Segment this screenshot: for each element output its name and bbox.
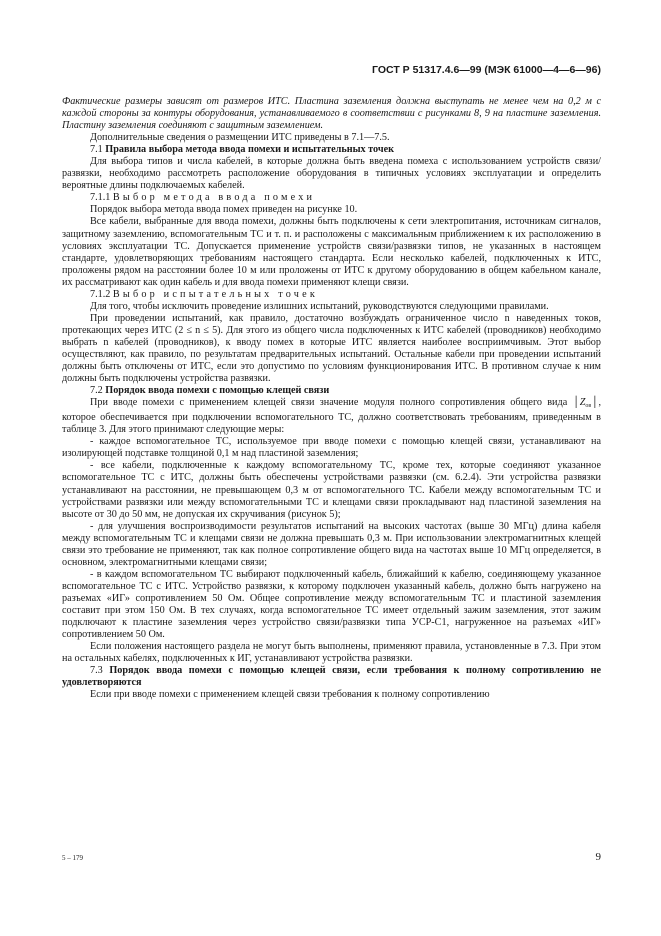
paragraph: При проведении испытаний, как правило, достаточно возбуждать ограниченное число n наведенных токов, протекающих через ИТС (2 ≤ n ≤ 5). Для этого из общего числа подключенных к ИТС кабелей (проводников) необходимо выбрать n кабелей (проводников), к вводу помех в которые ИТС является наиболее восприимчивым. Этот выбор осуществляют, как правило, по результатам предварительных испытаний. Остальные кабели при проведении испытаний должны быть отключены от ИТС, если это допустимо по условиям функционирования ИТС. В противном случае к ним должны быть подключены устройства развязки. bbox=[62, 312, 601, 385]
section-number: 7.1 bbox=[90, 144, 103, 156]
section-heading bbox=[62, 385, 601, 397]
list-item: - в каждом вспомогательном ТС выбирают подключенный кабель, ближайший к кабелю, соединяющему указанное вспомогательное ТС с ИТС. Устройство развязки, к которому подключен указанный кабель, должно быть нагружено на разъемах «ИГ» сопротивлением 50 Ом. Общее сопротивление между вспомогательным ТС и пластиной заземления составит при этом 150 Ом. В тех случаях, когда вспомогательное ТС имеет отдельный зажим заземления, этот зажим подключают к пластине заземления через устройство связи/развязки типа УСР-С1, нагруженное на разъемах «ИГ» сопротивлением 50 Ом. bbox=[62, 568, 601, 641]
paragraph: При вводе помехи с применением клещей связи значение модуля полного сопротивления общего вида $│Z_{ов}│$, которое обеспечивается при подключении вспомогательного ТС, должно соответствовать требованиям, приведенным в таблице 3. Для этого принимают следующие меры: bbox=[62, 397, 601, 436]
section-title: Выбор испытательных точек bbox=[112, 288, 318, 300]
section-number: 7.2 bbox=[90, 385, 103, 397]
impedance-symbol: Z bbox=[579, 397, 586, 409]
paragraph: Если положения настоящего раздела не могут быть выполнены, применяют правила, установленные в 7.3. При этом на остальных кабелях, подключенных к ИГ, устанавливают устройства развязки. bbox=[62, 641, 601, 665]
list-item: - каждое вспомогательное ТС, используемое при вводе помехи с помощью клещей связи, устанавливают на изолирующей подставке толщиной 0,1 м над пластиной заземления; bbox=[62, 436, 601, 460]
impedance-subscript: ов bbox=[585, 403, 592, 410]
subsection-heading bbox=[62, 289, 601, 301]
section-heading bbox=[62, 144, 601, 156]
paragraph-text: , которое обеспечивается при подключении вспомогательного ТС, должно соответствовать требованиям, приведенным в таблице 3. Для этого принимают следующие меры: bbox=[62, 397, 601, 436]
paragraph: Если при вводе помехи с применением клещей связи требования к полному сопротивлению bbox=[90, 689, 490, 701]
section-heading bbox=[62, 665, 601, 689]
section-number: 7.1.1 bbox=[90, 192, 111, 204]
paragraph: Порядок выбора метода ввода помех приведен на рисунке 10. bbox=[90, 204, 358, 216]
paragraph: Дополнительные сведения о размещении ИТС приведены в 7.1—7.5. bbox=[90, 132, 390, 144]
subsection-heading bbox=[62, 192, 601, 204]
section-title: Выбор метода ввода помехи bbox=[112, 192, 316, 204]
sheet-mark: 5 – 179 bbox=[62, 854, 83, 862]
section-title: Порядок ввода помехи с помощью клещей связи, если требования к полному сопротивлению не удовлетворяются bbox=[62, 665, 601, 689]
list-item: - для улучшения воспроизводимости результатов испытаний на высоких частотах (выше 30 МГц) длина кабеля между вспомогательным ТС и клещами связи не должна превышать 0,3 м. При использовании электромагнитных клещей связи это требование не применяют, так как полное сопротивление общего вида на частотах выше 10 МГц определяется, в основном, электромагнитными клещами связи; bbox=[62, 520, 601, 568]
paragraph: Все кабели, выбранные для ввода помехи, должны быть подключены к сети электропитания, источникам сигналов, защитному заземлению, вспомогательным ТС и т. п. и расположены с максимальным приближением к их расположению в условиях эксплуатации ТС. Допускается применение устройств связи/развязки типов, не указанных в настоящем стандарте, удовлетворяющих требованиям настоящего стандарта. Если несколько кабелей, подключенных к ИТС, проложены рядом на расстоянии более 10 м или проложены от ИТС к другому оборудованию в общем кабельном канале, их рассматривают как один кабель и для ввода помехи применяют клещи связи. bbox=[62, 216, 601, 288]
page-number: 9 bbox=[595, 851, 601, 863]
paragraph: Для того, чтобы исключить проведение излишних испытаний, руководствуются следующими правилами. bbox=[90, 300, 549, 312]
paragraph: Для выбора типов и числа кабелей, в которые должна быть введена помеха с использованием устройств связи/развязки, необходимо рассмотреть расположение оборудования в типичных условиях эксплуатации и определить вероятные длины подключаемых кабелей. bbox=[62, 156, 601, 192]
list-item: - все кабели, подключенные к каждому вспомогательному ТС, кроме тех, которые соединяют указанное вспомогательное ТС с ИТС, должны быть обеспечены устройствами развязки (см. 6.2.4). Эти устройства развязки устанавливают на расстоянии, не превышающем 0,3 м от вспомогательного ТС. Кабели между вспомогательным ТС и устройствами развязки или между вспомогательными ТС и клещами связи прокладывают над пластиной заземления на высоте от 30 до 50 мм, не допуская их скручивания (рисунок 5); bbox=[62, 460, 601, 520]
section-title: Правила выбора метода ввода помехи и испытательных точек bbox=[105, 144, 395, 156]
paragraph: Фактические размеры зависят от размеров ИТС. Пластина заземления должна выступать не менее чем на 0,2 м с каждой стороны за контуры оборудования, устанавливаемого в соответствии с рисунками 8, 9 на пластине заземления. Пластину заземления соединяют с защитным заземлением. bbox=[62, 96, 601, 132]
section-number: 7.1.2 bbox=[90, 288, 111, 300]
section-number: 7.3 bbox=[90, 665, 103, 677]
page-header: ГОСТ Р 51317.4.6—99 (МЭК 61000—4—6—96) bbox=[372, 64, 601, 76]
page-body bbox=[62, 96, 601, 701]
section-title: Порядок ввода помехи с помощью клещей связи bbox=[105, 385, 330, 397]
paragraph-text: При вводе помехи с применением клещей связи значение модуля полного сопротивления общего вида bbox=[90, 397, 568, 409]
